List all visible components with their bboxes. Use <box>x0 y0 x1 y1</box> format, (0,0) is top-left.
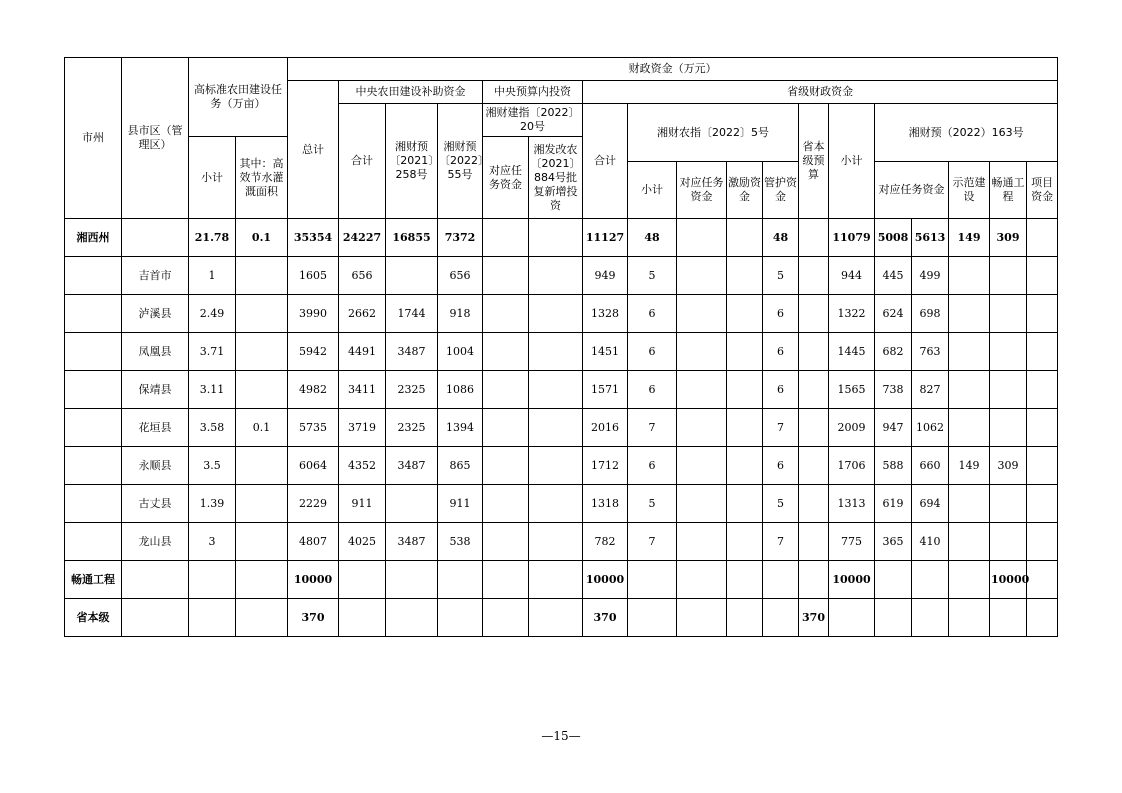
header-central-invest: 中央预算内投资 <box>483 81 583 104</box>
cell-yu-proj <box>1027 485 1058 523</box>
header-nz-maintain: 管护资金 <box>763 162 799 219</box>
cell-i-task <box>483 371 529 409</box>
cell-yu-task-b: 827 <box>912 371 949 409</box>
cell-yu-proj <box>1027 447 1058 485</box>
cell-yu-task-b: 694 <box>912 485 949 523</box>
cell-county: 泸溪县 <box>122 295 189 333</box>
cell-yu-smooth: 10000 <box>990 561 1027 599</box>
cell-c-sum: 4352 <box>339 447 386 485</box>
cell-nz-main: 6 <box>763 371 799 409</box>
cell-yu-smooth <box>990 371 1027 409</box>
header-central-sum: 合计 <box>339 104 386 219</box>
cell-total: 5735 <box>288 409 339 447</box>
cell-yu-task-a: 588 <box>875 447 912 485</box>
cell-yu-sub: 1706 <box>829 447 875 485</box>
cell-yu-task-a: 5008 <box>875 219 912 257</box>
cell-task: 2.49 <box>189 295 236 333</box>
cell-i-task <box>483 523 529 561</box>
cell-nz-main: 5 <box>763 485 799 523</box>
cell-yu-sub: 1313 <box>829 485 875 523</box>
cell-yu-proj <box>1027 371 1058 409</box>
cell-c-55: 538 <box>438 523 483 561</box>
cell-water <box>236 257 288 295</box>
cell-task: 3.5 <box>189 447 236 485</box>
cell-total: 4807 <box>288 523 339 561</box>
cell-task: 1 <box>189 257 236 295</box>
cell-p-sum: 1451 <box>583 333 628 371</box>
cell-yu-task-a: 445 <box>875 257 912 295</box>
cell-nz-sub: 5 <box>628 257 677 295</box>
cell-c-258: 3487 <box>386 333 438 371</box>
cell-water <box>236 599 288 637</box>
cell-nz-inc <box>727 561 763 599</box>
cell-c-sum: 4491 <box>339 333 386 371</box>
cell-yu-smooth <box>990 409 1027 447</box>
cell-c-sum: 2662 <box>339 295 386 333</box>
cell-yu-smooth <box>990 485 1027 523</box>
cell-nz-inc <box>727 447 763 485</box>
cell-nz-main: 6 <box>763 333 799 371</box>
cell-nz-inc <box>727 599 763 637</box>
table-row <box>65 333 1058 371</box>
header-yu-smooth: 畅通工程 <box>990 162 1027 219</box>
cell-yu-task-a: 619 <box>875 485 912 523</box>
cell-task: 3.58 <box>189 409 236 447</box>
cell-city <box>65 485 122 523</box>
cell-nz-inc <box>727 523 763 561</box>
cell-nz-main: 48 <box>763 219 799 257</box>
cell-yu-smooth <box>990 333 1027 371</box>
table-row <box>65 447 1058 485</box>
cell-county: 凤凰县 <box>122 333 189 371</box>
cell-yu-sub: 11079 <box>829 219 875 257</box>
cell-water: 0.1 <box>236 409 288 447</box>
cell-county: 永顺县 <box>122 447 189 485</box>
header-finance: 财政资金（万元） <box>288 58 1058 81</box>
cell-water <box>236 333 288 371</box>
cell-yu-task-a: 365 <box>875 523 912 561</box>
table-row <box>65 409 1058 447</box>
cell-city <box>65 447 122 485</box>
cell-total: 6064 <box>288 447 339 485</box>
cell-yu-task-b: 410 <box>912 523 949 561</box>
cell-nz-task <box>677 219 727 257</box>
header-invest-task: 对应任务资金 <box>483 137 529 219</box>
cell-yu-task-a <box>875 561 912 599</box>
cell-total: 2229 <box>288 485 339 523</box>
cell-nz-task <box>677 523 727 561</box>
header-nz-incentive: 激励资金 <box>727 162 763 219</box>
header-yu-doc: 湘财预（2022）163号 <box>875 104 1058 162</box>
header-city: 市州 <box>65 58 122 219</box>
cell-yu-task-b: 660 <box>912 447 949 485</box>
header-yu-task: 对应任务资金 <box>875 162 949 219</box>
cell-yu-sub: 775 <box>829 523 875 561</box>
cell-yu-task-b: 499 <box>912 257 949 295</box>
cell-yu-demo <box>949 523 990 561</box>
cell-nz-inc <box>727 371 763 409</box>
cell-nz-sub: 6 <box>628 333 677 371</box>
cell-i-new <box>529 561 583 599</box>
cell-i-task <box>483 447 529 485</box>
cell-task <box>189 561 236 599</box>
cell-c-258: 1744 <box>386 295 438 333</box>
table-row <box>65 295 1058 333</box>
cell-nz-sub: 7 <box>628 523 677 561</box>
cell-county: 保靖县 <box>122 371 189 409</box>
cell-c-sum: 24227 <box>339 219 386 257</box>
cell-c-258: 2325 <box>386 409 438 447</box>
cell-yu-demo: 149 <box>949 219 990 257</box>
cell-yu-sub: 944 <box>829 257 875 295</box>
header-county: 县市区（管理区） <box>122 58 189 219</box>
header-total: 总计 <box>288 81 339 219</box>
cell-nz-task <box>677 295 727 333</box>
cell-nz-main <box>763 561 799 599</box>
cell-nz-sub: 7 <box>628 409 677 447</box>
cell-yu-proj <box>1027 561 1058 599</box>
header-central-doc-258: 湘财预〔2021〕258号 <box>386 104 438 219</box>
cell-p-budget <box>799 371 829 409</box>
header-task: 高标准农田建设任务（万亩） <box>189 58 288 137</box>
cell-yu-proj <box>1027 523 1058 561</box>
cell-c-sum: 4025 <box>339 523 386 561</box>
cell-p-sum: 1712 <box>583 447 628 485</box>
cell-p-budget <box>799 257 829 295</box>
cell-c-55: 911 <box>438 485 483 523</box>
cell-city <box>65 409 122 447</box>
cell-water <box>236 523 288 561</box>
cell-yu-proj <box>1027 409 1058 447</box>
cell-p-sum: 1318 <box>583 485 628 523</box>
cell-yu-proj <box>1027 295 1058 333</box>
cell-nz-task <box>677 447 727 485</box>
cell-yu-smooth <box>990 599 1027 637</box>
cell-p-budget <box>799 219 829 257</box>
header-nongzhi-doc: 湘财农指〔2022〕5号 <box>628 104 799 162</box>
cell-yu-demo <box>949 561 990 599</box>
cell-county <box>122 219 189 257</box>
cell-p-sum: 949 <box>583 257 628 295</box>
cell-i-new <box>529 295 583 333</box>
cell-nz-sub <box>628 599 677 637</box>
cell-water: 0.1 <box>236 219 288 257</box>
cell-nz-main: 6 <box>763 447 799 485</box>
cell-i-new <box>529 257 583 295</box>
cell-nz-task <box>677 371 727 409</box>
cell-c-sum: 911 <box>339 485 386 523</box>
cell-i-task <box>483 485 529 523</box>
cell-yu-task-b: 1062 <box>912 409 949 447</box>
cell-c-sum: 3411 <box>339 371 386 409</box>
cell-task: 3.71 <box>189 333 236 371</box>
cell-yu-smooth: 309 <box>990 219 1027 257</box>
cell-p-budget <box>799 561 829 599</box>
cell-yu-sub <box>829 599 875 637</box>
cell-yu-demo <box>949 409 990 447</box>
cell-nz-task <box>677 599 727 637</box>
cell-total: 10000 <box>288 561 339 599</box>
cell-nz-sub: 6 <box>628 447 677 485</box>
cell-c-258 <box>386 599 438 637</box>
cell-nz-main: 7 <box>763 409 799 447</box>
cell-city: 省本级 <box>65 599 122 637</box>
cell-i-task <box>483 561 529 599</box>
cell-yu-sub: 1565 <box>829 371 875 409</box>
cell-nz-inc <box>727 257 763 295</box>
cell-nz-task <box>677 333 727 371</box>
cell-yu-sub: 1445 <box>829 333 875 371</box>
table-row <box>65 485 1058 523</box>
cell-i-new <box>529 599 583 637</box>
cell-total: 4982 <box>288 371 339 409</box>
cell-task: 3 <box>189 523 236 561</box>
cell-c-258 <box>386 485 438 523</box>
cell-c-258 <box>386 561 438 599</box>
cell-yu-demo <box>949 485 990 523</box>
cell-c-55: 7372 <box>438 219 483 257</box>
header-yu-demo: 示范建设 <box>949 162 990 219</box>
cell-county <box>122 561 189 599</box>
cell-i-task <box>483 333 529 371</box>
page-number: —15— <box>541 729 581 743</box>
cell-i-task <box>483 295 529 333</box>
cell-yu-task-b: 763 <box>912 333 949 371</box>
cell-yu-proj <box>1027 257 1058 295</box>
cell-p-budget <box>799 295 829 333</box>
header-nz-task: 对应任务资金 <box>677 162 727 219</box>
cell-yu-task-a <box>875 599 912 637</box>
cell-county: 吉首市 <box>122 257 189 295</box>
cell-nz-main <box>763 599 799 637</box>
cell-c-55: 656 <box>438 257 483 295</box>
cell-yu-smooth: 309 <box>990 447 1027 485</box>
header-invest-doc: 湘财建指〔2022〕20号 <box>483 104 583 137</box>
cell-p-budget <box>799 333 829 371</box>
cell-yu-task-b: 698 <box>912 295 949 333</box>
table-row <box>65 523 1058 561</box>
cell-yu-smooth <box>990 295 1027 333</box>
cell-task: 3.11 <box>189 371 236 409</box>
cell-nz-sub: 5 <box>628 485 677 523</box>
cell-yu-smooth <box>990 257 1027 295</box>
cell-nz-inc <box>727 333 763 371</box>
cell-i-new <box>529 219 583 257</box>
cell-yu-task-a: 947 <box>875 409 912 447</box>
cell-p-budget: 370 <box>799 599 829 637</box>
cell-p-sum: 370 <box>583 599 628 637</box>
cell-yu-demo: 149 <box>949 447 990 485</box>
cell-i-new <box>529 447 583 485</box>
cell-yu-task-a: 624 <box>875 295 912 333</box>
cell-c-sum: 3719 <box>339 409 386 447</box>
cell-total: 1605 <box>288 257 339 295</box>
cell-water <box>236 561 288 599</box>
cell-nz-sub <box>628 561 677 599</box>
table-row-total <box>65 219 1058 257</box>
cell-p-sum: 11127 <box>583 219 628 257</box>
cell-city <box>65 295 122 333</box>
cell-yu-demo <box>949 295 990 333</box>
cell-total: 3990 <box>288 295 339 333</box>
cell-p-sum: 2016 <box>583 409 628 447</box>
cell-yu-demo <box>949 371 990 409</box>
cell-c-sum: 656 <box>339 257 386 295</box>
cell-yu-demo <box>949 599 990 637</box>
cell-yu-task-b: 5613 <box>912 219 949 257</box>
cell-water <box>236 295 288 333</box>
cell-county: 古丈县 <box>122 485 189 523</box>
cell-yu-task-b <box>912 599 949 637</box>
cell-c-55: 918 <box>438 295 483 333</box>
header-task-water: 其中：高效节水灌溉面积 <box>236 137 288 219</box>
cell-p-budget <box>799 409 829 447</box>
cell-yu-task-a: 738 <box>875 371 912 409</box>
cell-nz-inc <box>727 409 763 447</box>
cell-i-task <box>483 257 529 295</box>
cell-i-new <box>529 485 583 523</box>
cell-nz-main: 6 <box>763 295 799 333</box>
cell-i-task <box>483 409 529 447</box>
cell-yu-proj <box>1027 333 1058 371</box>
cell-water <box>236 485 288 523</box>
cell-yu-sub: 10000 <box>829 561 875 599</box>
cell-nz-task <box>677 257 727 295</box>
table-row <box>65 371 1058 409</box>
cell-nz-main: 5 <box>763 257 799 295</box>
table-body <box>65 219 1058 637</box>
cell-total: 35354 <box>288 219 339 257</box>
cell-task: 21.78 <box>189 219 236 257</box>
cell-city: 湘西州 <box>65 219 122 257</box>
cell-i-task <box>483 599 529 637</box>
cell-yu-proj <box>1027 219 1058 257</box>
cell-nz-task <box>677 561 727 599</box>
cell-water <box>236 371 288 409</box>
cell-yu-proj <box>1027 599 1058 637</box>
cell-i-new <box>529 523 583 561</box>
cell-p-budget <box>799 485 829 523</box>
cell-c-258 <box>386 257 438 295</box>
cell-c-55 <box>438 561 483 599</box>
cell-i-new <box>529 371 583 409</box>
table-row <box>65 257 1058 295</box>
cell-yu-smooth <box>990 523 1027 561</box>
header-task-subtotal: 小计 <box>189 137 236 219</box>
cell-p-budget <box>799 447 829 485</box>
header-prov-budget: 省本级预算 <box>799 104 829 219</box>
cell-city <box>65 257 122 295</box>
cell-task <box>189 599 236 637</box>
cell-city <box>65 523 122 561</box>
cell-yu-sub: 2009 <box>829 409 875 447</box>
cell-c-258: 3487 <box>386 447 438 485</box>
cell-yu-demo <box>949 257 990 295</box>
header-yu-project: 项目资金 <box>1027 162 1058 219</box>
cell-i-new <box>529 409 583 447</box>
cell-total: 370 <box>288 599 339 637</box>
cell-nz-sub: 48 <box>628 219 677 257</box>
cell-p-sum: 782 <box>583 523 628 561</box>
cell-nz-sub: 6 <box>628 295 677 333</box>
header-prov-sum: 合计 <box>583 104 628 219</box>
cell-p-sum: 1328 <box>583 295 628 333</box>
cell-c-55 <box>438 599 483 637</box>
cell-c-258: 16855 <box>386 219 438 257</box>
cell-task: 1.39 <box>189 485 236 523</box>
cell-yu-task-a: 682 <box>875 333 912 371</box>
cell-p-sum: 1571 <box>583 371 628 409</box>
cell-nz-inc <box>727 295 763 333</box>
cell-c-sum <box>339 561 386 599</box>
cell-city <box>65 333 122 371</box>
header-yu-subtotal: 小计 <box>829 104 875 219</box>
cell-c-258: 2325 <box>386 371 438 409</box>
cell-c-55: 1086 <box>438 371 483 409</box>
cell-water <box>236 447 288 485</box>
header-nz-subtotal: 小计 <box>628 162 677 219</box>
cell-p-budget <box>799 523 829 561</box>
cell-nz-inc <box>727 485 763 523</box>
funding-allocation-table <box>64 57 1058 637</box>
cell-city: 畅通工程 <box>65 561 122 599</box>
cell-nz-inc <box>727 219 763 257</box>
cell-total: 5942 <box>288 333 339 371</box>
header-invest-new: 湘发改农〔2021〕884号批复新增投资 <box>529 137 583 219</box>
header-central-doc-55: 湘财预〔2022〕55号 <box>438 104 483 219</box>
cell-nz-sub: 6 <box>628 371 677 409</box>
cell-county: 花垣县 <box>122 409 189 447</box>
cell-yu-sub: 1322 <box>829 295 875 333</box>
header-provincial: 省级财政资金 <box>583 81 1058 104</box>
header-central-subsidy: 中央农田建设补助资金 <box>339 81 483 104</box>
table-row-total <box>65 599 1058 637</box>
cell-i-task <box>483 219 529 257</box>
cell-nz-main: 7 <box>763 523 799 561</box>
cell-c-258: 3487 <box>386 523 438 561</box>
table-row-total <box>65 561 1058 599</box>
cell-c-55: 1004 <box>438 333 483 371</box>
cell-c-55: 865 <box>438 447 483 485</box>
cell-nz-task <box>677 485 727 523</box>
cell-c-sum <box>339 599 386 637</box>
cell-c-55: 1394 <box>438 409 483 447</box>
cell-yu-task-b <box>912 561 949 599</box>
cell-yu-demo <box>949 333 990 371</box>
cell-county: 龙山县 <box>122 523 189 561</box>
cell-county <box>122 599 189 637</box>
cell-p-sum: 10000 <box>583 561 628 599</box>
cell-nz-task <box>677 409 727 447</box>
cell-city <box>65 371 122 409</box>
cell-i-new <box>529 333 583 371</box>
